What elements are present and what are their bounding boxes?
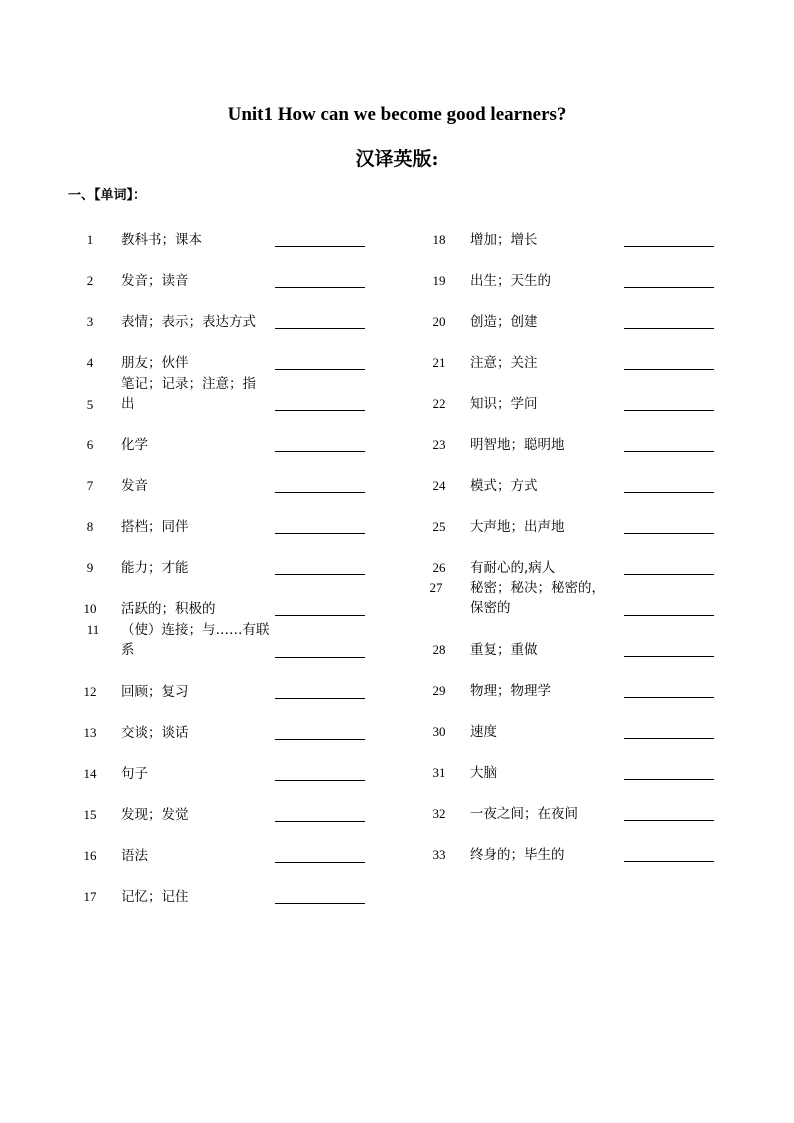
answer-blank[interactable] — [275, 903, 365, 904]
item-chinese-word: 笔记；记录；注意；指出 — [121, 376, 256, 412]
answer-blank[interactable] — [275, 780, 365, 781]
item-chinese-word: 模式；方式 — [470, 478, 538, 494]
item-number: 3 — [86, 314, 94, 329]
item-chinese-word: 一夜之间；在夜间 — [470, 806, 578, 822]
answer-blank[interactable] — [624, 861, 714, 862]
item-chinese-word: 活跃的；积极的 — [121, 601, 216, 617]
answer-blank[interactable] — [624, 410, 714, 411]
item-number: 27 — [429, 580, 443, 595]
item-number: 8 — [86, 519, 94, 534]
answer-blank[interactable] — [275, 410, 365, 411]
item-number: 30 — [432, 724, 446, 739]
item-chinese-word: 终身的；毕生的 — [470, 847, 565, 863]
item-chinese-word: 大脑 — [470, 765, 497, 781]
item-number: 10 — [83, 601, 97, 616]
item-number: 18 — [432, 232, 446, 247]
item-chinese-word: 化学 — [121, 437, 148, 453]
item-number: 23 — [432, 437, 446, 452]
item-chinese-word: 教科书；课本 — [121, 232, 202, 248]
item-number: 33 — [432, 847, 446, 862]
item-chinese-word: 速度 — [470, 724, 497, 740]
item-number: 31 — [432, 765, 446, 780]
answer-blank[interactable] — [275, 492, 365, 493]
item-chinese-word: 朋友；伙伴 — [121, 355, 189, 371]
answer-blank[interactable] — [624, 574, 714, 575]
item-number: 17 — [83, 889, 97, 904]
item-chinese-word: 注意；关注 — [470, 355, 538, 371]
item-chinese-word: 重复；重做 — [470, 642, 538, 658]
item-chinese-word: 发音；读音 — [121, 273, 189, 289]
item-chinese-word: 记忆；记住 — [121, 889, 189, 905]
answer-blank[interactable] — [624, 451, 714, 452]
answer-blank[interactable] — [275, 451, 365, 452]
item-number: 5 — [86, 397, 94, 412]
item-number: 1 — [86, 232, 94, 247]
item-number: 7 — [86, 478, 94, 493]
item-chinese-word: 回顾；复习 — [121, 684, 189, 700]
answer-blank[interactable] — [624, 697, 714, 698]
answer-blank[interactable] — [275, 328, 365, 329]
item-number: 4 — [86, 355, 94, 370]
answer-blank[interactable] — [275, 615, 365, 616]
item-chinese-word: 有耐心的,病人 — [470, 560, 556, 576]
item-chinese-word: 物理；物理学 — [470, 683, 551, 699]
item-chinese-word: 语法 — [121, 848, 148, 864]
answer-blank[interactable] — [624, 820, 714, 821]
item-chinese-word: （使）连接；与……有联系 — [121, 622, 270, 658]
section-heading: 一、【单词】： — [68, 188, 147, 203]
answer-blank[interactable] — [275, 698, 365, 699]
item-chinese-word: 表情；表示；表达方式 — [121, 314, 256, 330]
item-chinese-word: 创造；创建 — [470, 314, 538, 330]
item-number: 20 — [432, 314, 446, 329]
answer-blank[interactable] — [275, 739, 365, 740]
item-chinese-word: 明智地；聪明地 — [470, 437, 565, 453]
item-number: 32 — [432, 806, 446, 821]
answer-blank[interactable] — [624, 328, 714, 329]
item-chinese-word: 搭档；同伴 — [121, 519, 189, 535]
item-chinese-word: 大声地；出声地 — [470, 519, 565, 535]
answer-blank[interactable] — [275, 246, 365, 247]
answer-blank[interactable] — [275, 533, 365, 534]
answer-blank[interactable] — [624, 369, 714, 370]
item-number: 28 — [432, 642, 446, 657]
item-number: 16 — [83, 848, 97, 863]
answer-blank[interactable] — [275, 862, 365, 863]
item-number: 9 — [86, 560, 94, 575]
item-number: 6 — [86, 437, 94, 452]
item-number: 29 — [432, 683, 446, 698]
answer-blank[interactable] — [624, 615, 714, 616]
item-number: 22 — [432, 396, 446, 411]
item-chinese-word: 交谈；谈话 — [121, 725, 189, 741]
item-chinese-word: 增加；增长 — [470, 232, 538, 248]
answer-blank[interactable] — [275, 369, 365, 370]
item-number: 21 — [432, 355, 446, 370]
item-number: 15 — [83, 807, 97, 822]
item-chinese-word: 知识；学问 — [470, 396, 538, 412]
answer-blank[interactable] — [275, 821, 365, 822]
item-number: 13 — [83, 725, 97, 740]
item-number: 14 — [83, 766, 97, 781]
page-title: Unit1 How can we become good learners? — [227, 104, 567, 125]
item-number: 12 — [83, 684, 97, 699]
item-number: 24 — [432, 478, 446, 493]
item-number: 2 — [86, 273, 94, 288]
answer-blank[interactable] — [275, 574, 365, 575]
answer-blank[interactable] — [275, 657, 365, 658]
answer-blank[interactable] — [624, 738, 714, 739]
answer-blank[interactable] — [624, 287, 714, 288]
answer-blank[interactable] — [624, 656, 714, 657]
item-number: 11 — [86, 622, 100, 637]
item-number: 26 — [432, 560, 446, 575]
answer-blank[interactable] — [624, 492, 714, 493]
item-chinese-word: 发现；发觉 — [121, 807, 189, 823]
item-number: 25 — [432, 519, 446, 534]
answer-blank[interactable] — [624, 533, 714, 534]
item-chinese-word: 发音 — [121, 478, 148, 494]
answer-blank[interactable] — [624, 779, 714, 780]
item-chinese-word: 句子 — [121, 766, 148, 782]
item-chinese-word: 秘密；秘决；秘密的，保密的 — [470, 580, 605, 616]
item-chinese-word: 出生；天生的 — [470, 273, 551, 289]
item-chinese-word: 能力；才能 — [121, 560, 189, 576]
page-subtitle: 汉译英版: — [355, 148, 439, 170]
answer-blank[interactable] — [624, 246, 714, 247]
item-number: 19 — [432, 273, 446, 288]
answer-blank[interactable] — [275, 287, 365, 288]
